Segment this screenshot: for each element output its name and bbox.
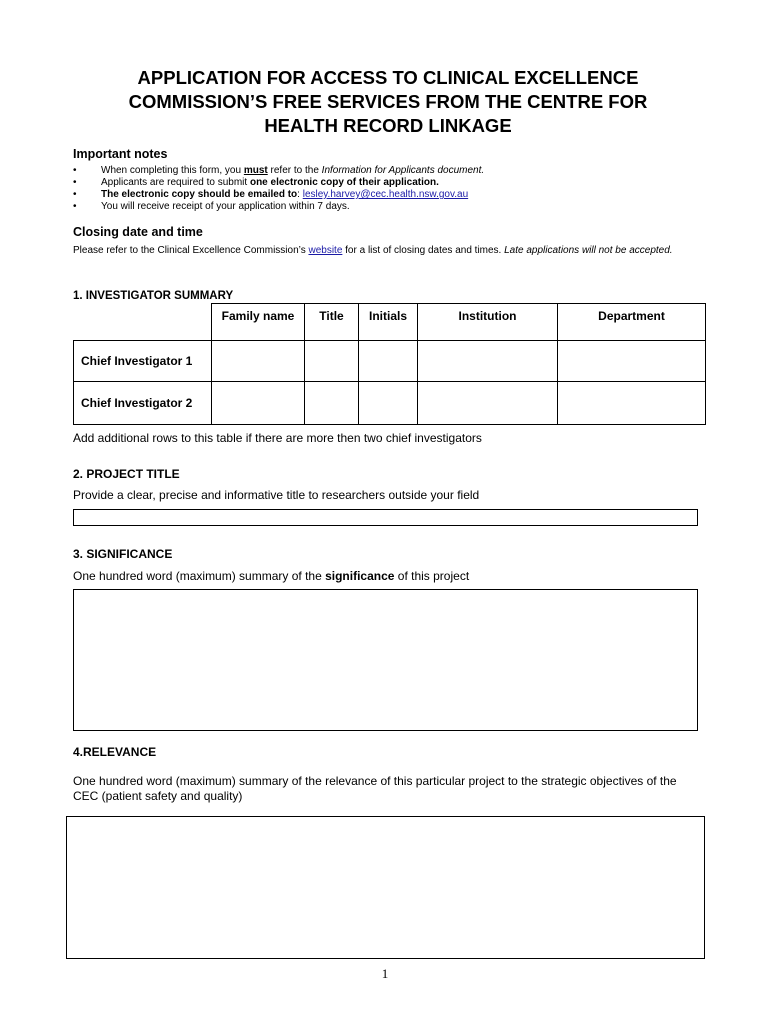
table-row xyxy=(74,382,706,425)
title-cell[interactable] xyxy=(305,341,359,382)
list-item xyxy=(73,189,693,201)
closing-date-heading: Closing date and time xyxy=(73,225,203,239)
row-label: Chief Investigator 1 xyxy=(74,341,212,382)
column-header: Institution xyxy=(418,304,558,341)
closing-text: Please refer to the Clinical Excellence Commission’s xyxy=(73,245,309,256)
note-document-name: Information for Applicants document. xyxy=(321,165,485,176)
title-line-2: COMMISSION’S FREE SERVICES FROM THE CENTRE FOR xyxy=(128,91,648,112)
investigator-summary-heading: 1. INVESTIGATOR SUMMARY xyxy=(73,290,234,302)
significance-instruction xyxy=(73,569,469,584)
column-header: Title xyxy=(305,304,359,341)
column-header: Department xyxy=(558,304,706,341)
bullet-icon: • xyxy=(73,177,77,188)
column-header: Initials xyxy=(359,304,418,341)
project-title-heading: 2. PROJECT TITLE xyxy=(73,467,180,481)
institution-cell[interactable] xyxy=(418,382,558,425)
relevance-instruction: One hundred word (maximum) summary of the relevance of this particular project to the strategic objectives of the CEC (patient safety and quality) xyxy=(73,774,677,803)
bullet-icon: • xyxy=(73,189,77,200)
institution-cell[interactable] xyxy=(418,341,558,382)
instruction-text: One hundred word (maximum) summary of the xyxy=(73,569,326,583)
relevance-heading: 4.RELEVANCE xyxy=(73,745,157,759)
closing-text: for a list of closing dates and times. xyxy=(342,245,505,256)
title-line-3: HEALTH RECORD LINKAGE xyxy=(264,115,512,136)
department-cell[interactable] xyxy=(558,341,706,382)
late-applications-note: Late applications will not be accepted. xyxy=(504,245,673,256)
investigator-table xyxy=(73,303,706,425)
note-emphasis: The electronic copy should be emailed to xyxy=(101,189,298,200)
closing-date-text xyxy=(73,245,673,257)
initials-cell[interactable] xyxy=(359,341,418,382)
important-notes-heading: Important notes xyxy=(73,147,168,161)
note-emphasis: must xyxy=(243,165,268,176)
note-text: : xyxy=(297,189,303,200)
instruction-text: of this project xyxy=(394,569,470,583)
column-header: Family name xyxy=(212,304,305,341)
email-link[interactable]: lesley.harvey@cec.health.nsw.gov.au xyxy=(302,189,469,200)
instruction-emphasis: significance xyxy=(325,569,395,583)
department-cell[interactable] xyxy=(558,382,706,425)
list-item xyxy=(73,165,693,177)
list-item xyxy=(73,177,693,189)
significance-heading: 3. SIGNIFICANCE xyxy=(73,547,173,561)
significance-field[interactable] xyxy=(73,589,698,731)
note-text: When completing this form, you xyxy=(101,165,244,176)
project-title-field[interactable] xyxy=(73,509,698,526)
note-text: Applicants are required to submit xyxy=(101,177,250,188)
note-text: refer to the xyxy=(267,165,322,176)
project-title-instruction: Provide a clear, precise and informative title to researchers outside your field xyxy=(73,488,480,502)
table-corner xyxy=(74,304,212,341)
family-name-cell[interactable] xyxy=(212,341,305,382)
table-row xyxy=(74,341,706,382)
note-emphasis: one electronic copy of their application. xyxy=(249,177,439,188)
page-number: 1 xyxy=(381,966,389,981)
bullet-icon: • xyxy=(73,165,77,176)
table-note: Add additional rows to this table if there are more then two chief investigators xyxy=(73,431,482,445)
website-link[interactable]: website xyxy=(308,245,343,256)
family-name-cell[interactable] xyxy=(212,382,305,425)
title-line-1: APPLICATION FOR ACCESS TO CLINICAL EXCELLENCE xyxy=(137,67,639,88)
bullet-icon: • xyxy=(73,201,77,212)
page-title xyxy=(70,66,706,138)
title-cell[interactable] xyxy=(305,382,359,425)
initials-cell[interactable] xyxy=(359,382,418,425)
relevance-field[interactable] xyxy=(66,816,705,959)
important-notes-list xyxy=(73,165,693,213)
row-label: Chief Investigator 2 xyxy=(74,382,212,425)
list-item xyxy=(73,201,693,213)
note-text: You will receive receipt of your application within 7 days. xyxy=(101,201,350,212)
